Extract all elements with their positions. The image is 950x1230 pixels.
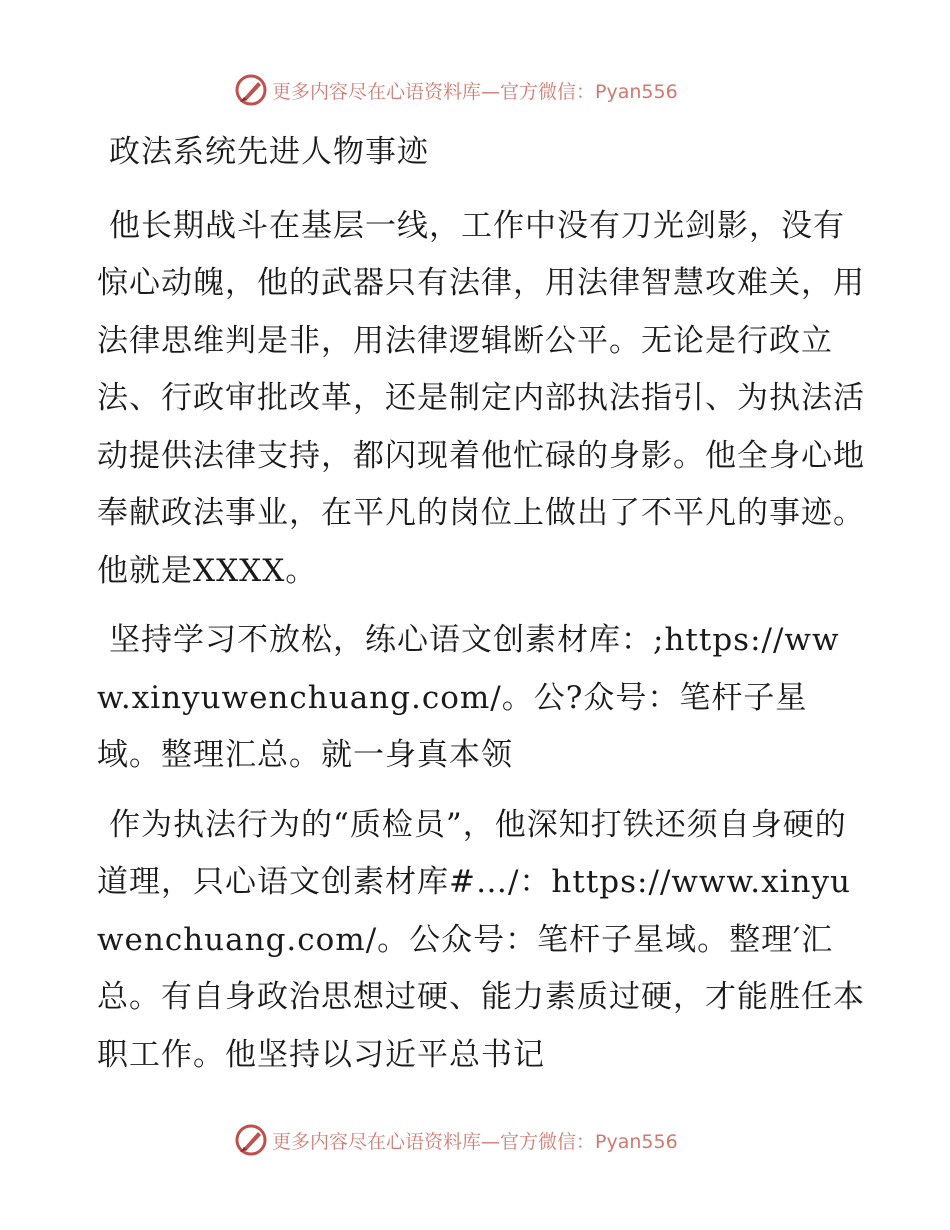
- paragraph-1: 他长期战斗在基层一线，工作中没有刀光剑影，没有惊心动魄，他的武器只有法律，用法律智慧攻难关，用法律思维判是非，用法律逻辑断公平。无论是行政立法、行政审批改革，还是制定内部执法指引、为执法活动提供法律支持，都闪现着他忙碌的身影。他全身心地奉献政法事业，在平凡的岗位上做出了不平凡的事迹。他就是XXXX。: [97, 207, 865, 589]
- quill-pen-circle-logo-icon: [234, 73, 268, 107]
- header-banner-text: 更多内容尽在心语资料库—官方微信：Pyan556: [272, 80, 678, 103]
- paragraph-2: 坚持学习不放松，练心语文创素材库：;https://www.xinyuwenchuang.com/。公?众号：笔杆子星域。整理汇总。就一身真本领: [97, 622, 840, 773]
- document-body: [97, 124, 867, 1096]
- quill-pen-circle-logo-icon: [234, 1123, 268, 1157]
- header-banner: [234, 72, 678, 108]
- document-title: 政法系统先进人物事迹: [109, 134, 429, 170]
- paragraph-3: 作为执法行为的“质检员”，他深知打铁还须自身硬的道理，只心语文创素材库#…/：https://www.xinyuwenchuang.com/。公众号：笔杆子星域。整理′汇总。有自身政治思想过硬、能力素质过硬，才能胜任本职工作。他坚持以习近平总书记: [97, 806, 865, 1073]
- footer-banner-text: 更多内容尽在心语资料库—官方微信：Pyan556: [272, 1130, 678, 1153]
- footer-banner: [234, 1122, 678, 1158]
